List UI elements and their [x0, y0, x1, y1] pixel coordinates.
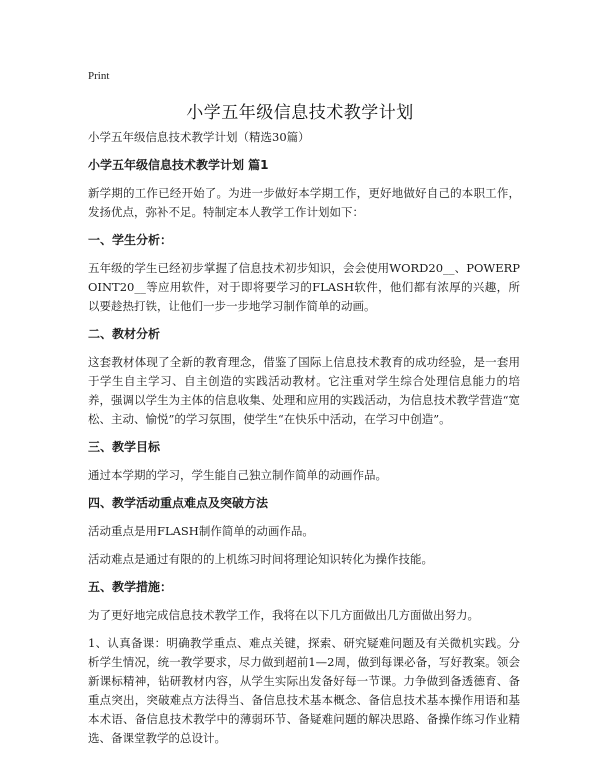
paragraph-textbook-analysis: 这套教材体现了全新的教育理念，借鉴了国际上信息技术教育的成功经验，是一套用于学生自主学习、自主创造的实践活动教材。它注重对学生综合处理信息能力的培养，强调以学生为主体的信息收集、处理和应用的实践活动，为信息技术教学营造“宽松、主动、愉悦”的学习氛围，使学生“在快乐中活动，在学习中创造”。	[88, 355, 520, 426]
section-heading-key-points: 四、教学活动重点难点及突破方法	[88, 496, 269, 510]
paragraph-measure-1: 1、认真备课：明确教学重点、难点关键，探索、研究疑难问题及有关微机实践。分析学生情况，统一教学要求，尽力做到超前1—2周，做到每课必备，写好教案。领会新课标精神，钻研教材内容，从学生实际出发备好每一节课。力争做到备透德育、备重点突出，突破难点方法得当、备信息技术基本概念、备信息技术基本操作用语和基本术语、备信息技术教学中的薄弱环节、备疑难问题的解决思路、备操作练习作业精选、备课堂教学的总设计。	[88, 636, 520, 745]
paragraph-student-analysis: 五年级的学生已经初步掌握了信息技术初步知识，会会使用WORD20__、POWERPOINT20__等应用软件，对于即将要学习的FLASH软件，他们都有浓厚的兴趣，所以要趁热打铁，让他们一步一步地学习制作简单的动画。	[88, 261, 520, 313]
print-label: Print	[88, 70, 110, 82]
section-heading-teaching-measures: 五、教学措施：	[88, 580, 173, 594]
section-heading-textbook-analysis: 二、教材分析	[88, 327, 161, 341]
paragraph-difficult-point: 活动难点是通过有限的的上机练习时间将理论知识转化为操作技能。	[88, 552, 433, 566]
section-heading-teaching-goals: 三、教学目标	[88, 440, 161, 454]
section-heading-student-analysis: 一、学生分析：	[88, 233, 173, 247]
document-body	[88, 128, 520, 757]
section-heading-article-1: 小学五年级信息技术教学计划 篇1	[88, 158, 269, 172]
paragraph-teaching-goals: 通过本学期的学习，学生能自己独立制作简单的动画作品。	[88, 468, 387, 482]
document-title: 小学五年级信息技术教学计划	[186, 103, 414, 123]
paragraph-intro: 新学期的工作已经开始了。为进一步做好本学期工作，更好地做好自己的本职工作，发扬优点，弥补不足。特制定本人教学工作计划如下：	[88, 186, 520, 219]
paragraph-measures-intro: 为了更好地完成信息技术教学工作，我将在以下几方面做出几方面做出努力。	[88, 608, 479, 622]
paragraph-key-point: 活动重点是用FLASH制作简单的动画作品。	[88, 524, 314, 538]
document-subtitle: 小学五年级信息技术教学计划（精选30篇）	[88, 130, 310, 144]
